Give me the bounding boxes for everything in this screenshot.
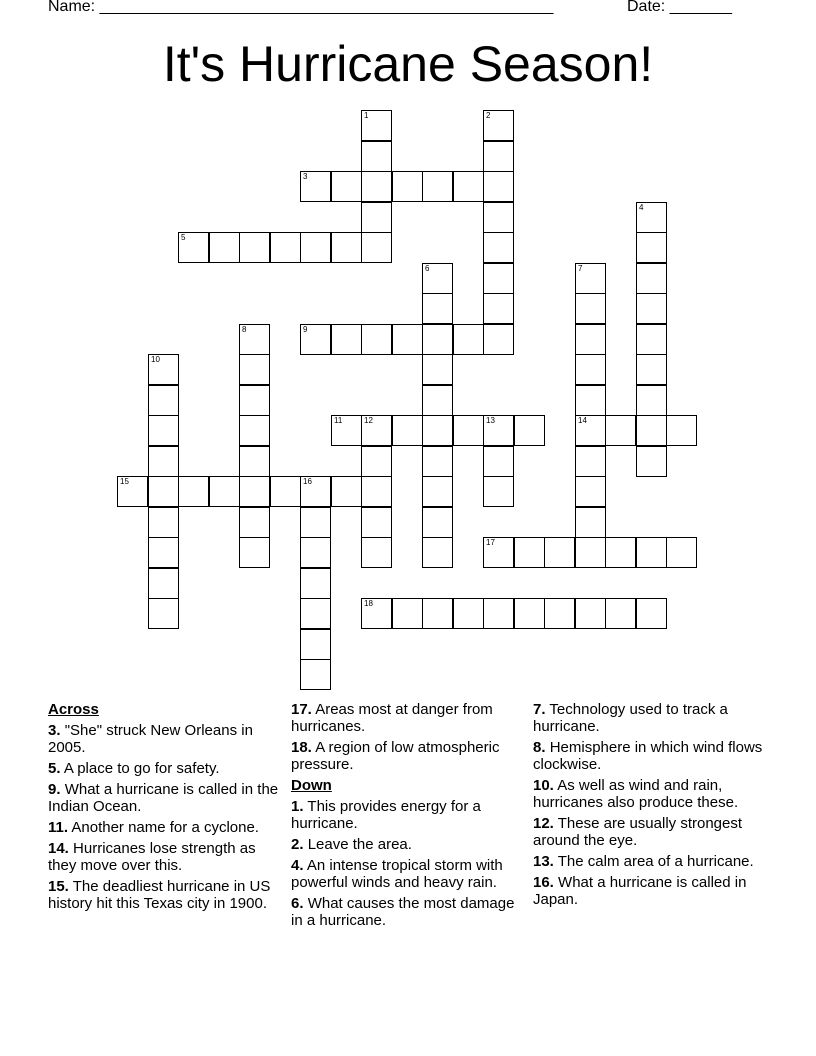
grid-cell[interactable] [331, 476, 362, 507]
grid-cell[interactable] [239, 537, 270, 568]
grid-cell[interactable] [148, 476, 179, 507]
clue-down-4 [291, 857, 523, 891]
grid-cell[interactable] [300, 659, 331, 690]
grid-cell[interactable] [239, 354, 270, 385]
clue-number: 4. [291, 857, 304, 874]
grid-cell[interactable] [514, 415, 545, 446]
grid-cell[interactable] [209, 476, 240, 507]
clue-down-8 [533, 739, 765, 773]
clue-across-11 [48, 819, 280, 836]
grid-cell[interactable] [514, 537, 545, 568]
grid-cell[interactable] [361, 598, 392, 629]
clue-number: 10. [533, 777, 554, 794]
grid-cell[interactable] [453, 415, 484, 446]
grid-cell[interactable] [361, 476, 392, 507]
grid-cell[interactable] [392, 324, 423, 355]
grid-cell[interactable] [636, 324, 667, 355]
clue-number: 5. [48, 760, 61, 777]
clue-down-13 [533, 853, 765, 870]
grid-cell[interactable] [331, 324, 362, 355]
grid-cell[interactable] [300, 232, 331, 263]
cell-number: 6 [425, 264, 430, 273]
clue-number: 15. [48, 878, 69, 895]
cell-number: 8 [242, 325, 247, 334]
grid-cell[interactable] [636, 537, 667, 568]
grid-cell[interactable] [148, 568, 179, 599]
grid-cell[interactable] [422, 263, 453, 294]
grid-cell[interactable] [575, 476, 606, 507]
grid-cell[interactable] [209, 232, 240, 263]
grid-cell[interactable] [239, 324, 270, 355]
grid-cell[interactable] [361, 507, 392, 538]
grid-cell[interactable] [666, 415, 697, 446]
clue-column-2 [291, 701, 523, 933]
grid-cell[interactable] [483, 110, 514, 141]
grid-cell[interactable] [239, 476, 270, 507]
clue-down-10 [533, 777, 765, 811]
grid-cell[interactable] [422, 446, 453, 477]
clue-number: 3. [48, 722, 61, 739]
grid-cell[interactable] [422, 507, 453, 538]
grid-cell[interactable] [575, 598, 606, 629]
grid-cell[interactable] [483, 324, 514, 355]
clue-down-1 [291, 798, 523, 832]
clue-number: 2. [291, 836, 304, 853]
grid-cell[interactable] [483, 171, 514, 202]
grid-cell[interactable] [422, 171, 453, 202]
grid-cell[interactable] [300, 568, 331, 599]
clue-text: Leave the area. [307, 836, 412, 853]
grid-cell[interactable] [636, 293, 667, 324]
grid-cell[interactable] [514, 598, 545, 629]
down-heading: Down [291, 777, 332, 794]
grid-cell[interactable] [575, 324, 606, 355]
cell-number: 9 [303, 325, 308, 334]
clue-text: These are usually strongest around the eye. [533, 815, 743, 849]
clue-across-5 [48, 760, 280, 777]
grid-cell[interactable] [636, 263, 667, 294]
grid-cell[interactable] [300, 537, 331, 568]
grid-cell[interactable] [422, 385, 453, 416]
grid-cell[interactable] [361, 415, 392, 446]
clue-number: 13. [533, 853, 554, 870]
grid-cell[interactable] [422, 598, 453, 629]
grid-cell[interactable] [453, 324, 484, 355]
clue-number: 7. [533, 701, 546, 718]
grid-cell[interactable] [483, 141, 514, 172]
clue-text: A place to go for safety. [63, 760, 220, 777]
grid-cell[interactable] [636, 446, 667, 477]
clue-across-18 [291, 739, 523, 773]
grid-cell[interactable] [239, 385, 270, 416]
cell-number: 13 [486, 416, 495, 425]
grid-cell[interactable] [178, 476, 209, 507]
grid-cell[interactable] [239, 232, 270, 263]
grid-cell[interactable] [575, 354, 606, 385]
cell-number: 5 [181, 233, 186, 242]
clue-number: 12. [533, 815, 554, 832]
grid-cell[interactable] [636, 385, 667, 416]
grid-cell[interactable] [483, 598, 514, 629]
grid-cell[interactable] [300, 629, 331, 660]
grid-cell[interactable] [300, 171, 331, 202]
clue-down-6 [291, 895, 523, 929]
clue-number: 6. [291, 895, 304, 912]
clue-down-7 [533, 701, 765, 735]
across-heading: Across [48, 701, 99, 718]
cell-number: 12 [364, 416, 373, 425]
date-line: Date: _______ [627, 0, 732, 15]
clue-number: 14. [48, 840, 69, 857]
clue-down-2 [291, 836, 523, 853]
grid-cell[interactable] [361, 202, 392, 233]
grid-cell[interactable] [239, 415, 270, 446]
grid-cell[interactable] [117, 476, 148, 507]
grid-cell[interactable] [575, 537, 606, 568]
grid-cell[interactable] [178, 232, 209, 263]
grid-cell[interactable] [483, 415, 514, 446]
grid-cell[interactable] [636, 598, 667, 629]
grid-cell[interactable] [392, 171, 423, 202]
page-title: It's Hurricane Season! [162, 36, 654, 92]
clue-number: 9. [48, 781, 61, 798]
grid-cell[interactable] [361, 110, 392, 141]
clue-down-12 [533, 815, 765, 849]
cell-number: 3 [303, 172, 308, 181]
grid-cell[interactable] [300, 507, 331, 538]
grid-cell[interactable] [361, 141, 392, 172]
grid-cell[interactable] [300, 324, 331, 355]
clue-text: A region of low atmospheric pressure. [291, 739, 500, 773]
grid-cell[interactable] [483, 537, 514, 568]
grid-cell[interactable] [453, 598, 484, 629]
clue-text: The calm area of a hurricane. [557, 853, 754, 870]
grid-cell[interactable] [331, 171, 362, 202]
grid-cell[interactable] [270, 232, 301, 263]
grid-cell[interactable] [148, 415, 179, 446]
clue-text: Technology used to track a hurricane. [533, 701, 728, 735]
cell-number: 16 [303, 477, 312, 486]
grid-cell[interactable] [300, 598, 331, 629]
cell-number: 14 [578, 416, 587, 425]
grid-cell[interactable] [361, 446, 392, 477]
grid-cell[interactable] [270, 476, 301, 507]
clue-across-3 [48, 722, 280, 756]
grid-cell[interactable] [636, 232, 667, 263]
grid-cell[interactable] [483, 232, 514, 263]
grid-cell[interactable] [422, 354, 453, 385]
grid-cell[interactable] [361, 171, 392, 202]
grid-cell[interactable] [148, 507, 179, 538]
grid-cell[interactable] [575, 293, 606, 324]
clue-column-1 [48, 701, 280, 916]
grid-cell[interactable] [392, 415, 423, 446]
clue-down-16 [533, 874, 765, 908]
grid-cell[interactable] [605, 415, 636, 446]
grid-cell[interactable] [666, 537, 697, 568]
grid-cell[interactable] [575, 263, 606, 294]
grid-cell[interactable] [636, 415, 667, 446]
grid-cell[interactable] [483, 446, 514, 477]
clue-number: 11. [48, 819, 69, 836]
grid-cell[interactable] [148, 446, 179, 477]
grid-cell[interactable] [575, 385, 606, 416]
grid-cell[interactable] [605, 598, 636, 629]
clue-text: The deadliest hurricane in US history hit this Texas city in 1900. [48, 878, 271, 912]
grid-cell[interactable] [575, 415, 606, 446]
cell-number: 1 [364, 111, 369, 120]
clue-text: What a hurricane is called in the Indian Ocean. [48, 781, 279, 815]
grid-cell[interactable] [361, 324, 392, 355]
clue-text: This provides energy for a hurricane. [291, 798, 481, 832]
grid-cell[interactable] [300, 476, 331, 507]
grid-cell[interactable] [422, 293, 453, 324]
grid-cell[interactable] [148, 537, 179, 568]
grid-cell[interactable] [544, 537, 575, 568]
cell-number: 11 [334, 416, 343, 425]
grid-cell[interactable] [422, 415, 453, 446]
grid-cell[interactable] [331, 415, 362, 446]
grid-cell[interactable] [392, 598, 423, 629]
grid-cell[interactable] [422, 324, 453, 355]
grid-cell[interactable] [575, 507, 606, 538]
cell-number: 17 [486, 538, 495, 547]
clue-text: Areas most at danger from hurricanes. [291, 701, 493, 735]
grid-cell[interactable] [483, 476, 514, 507]
grid-cell[interactable] [361, 537, 392, 568]
grid-cell[interactable] [361, 232, 392, 263]
clue-across-15 [48, 878, 280, 912]
cell-number: 10 [151, 355, 160, 364]
clue-across-9 [48, 781, 280, 815]
grid-cell[interactable] [575, 446, 606, 477]
clue-number: 16. [533, 874, 554, 891]
clue-column-3 [533, 701, 765, 912]
clue-text: Another name for a cyclone. [71, 819, 259, 836]
cell-number: 7 [578, 264, 583, 273]
clue-text: Hurricanes lose strength as they move over this. [48, 840, 256, 874]
cell-number: 4 [639, 203, 644, 212]
clue-across-14 [48, 840, 280, 874]
grid-cell[interactable] [148, 598, 179, 629]
grid-cell[interactable] [605, 537, 636, 568]
clue-number: 18. [291, 739, 312, 756]
grid-cell[interactable] [636, 354, 667, 385]
grid-cell[interactable] [483, 202, 514, 233]
grid-cell[interactable] [239, 446, 270, 477]
grid-cell[interactable] [148, 385, 179, 416]
cell-number: 2 [486, 111, 491, 120]
grid-cell[interactable] [483, 263, 514, 294]
grid-cell[interactable] [331, 232, 362, 263]
clue-text: "She" struck New Orleans in 2005. [48, 722, 253, 756]
cell-number: 18 [364, 599, 373, 608]
clue-text: An intense tropical storm with powerful winds and heavy rain. [291, 857, 503, 891]
clue-text: As well as wind and rain, hurricanes also produce these. [533, 777, 739, 811]
grid-cell[interactable] [422, 476, 453, 507]
grid-cell[interactable] [483, 293, 514, 324]
grid-cell[interactable] [636, 202, 667, 233]
clue-text: Hemisphere in which wind flows clockwise. [533, 739, 763, 773]
grid-cell[interactable] [148, 354, 179, 385]
grid-cell[interactable] [422, 537, 453, 568]
grid-cell[interactable] [453, 171, 484, 202]
clue-text: What causes the most damage in a hurricane. [291, 895, 515, 929]
clue-number: 17. [291, 701, 312, 718]
clue-number: 1. [291, 798, 304, 815]
clue-across-17 [291, 701, 523, 735]
grid-cell[interactable] [239, 507, 270, 538]
cell-number: 15 [120, 477, 129, 486]
grid-cell[interactable] [544, 598, 575, 629]
clue-text: What a hurricane is called in Japan. [533, 874, 747, 908]
clue-number: 8. [533, 739, 546, 756]
name-line: Name: ___________________________________________________ [48, 0, 554, 15]
